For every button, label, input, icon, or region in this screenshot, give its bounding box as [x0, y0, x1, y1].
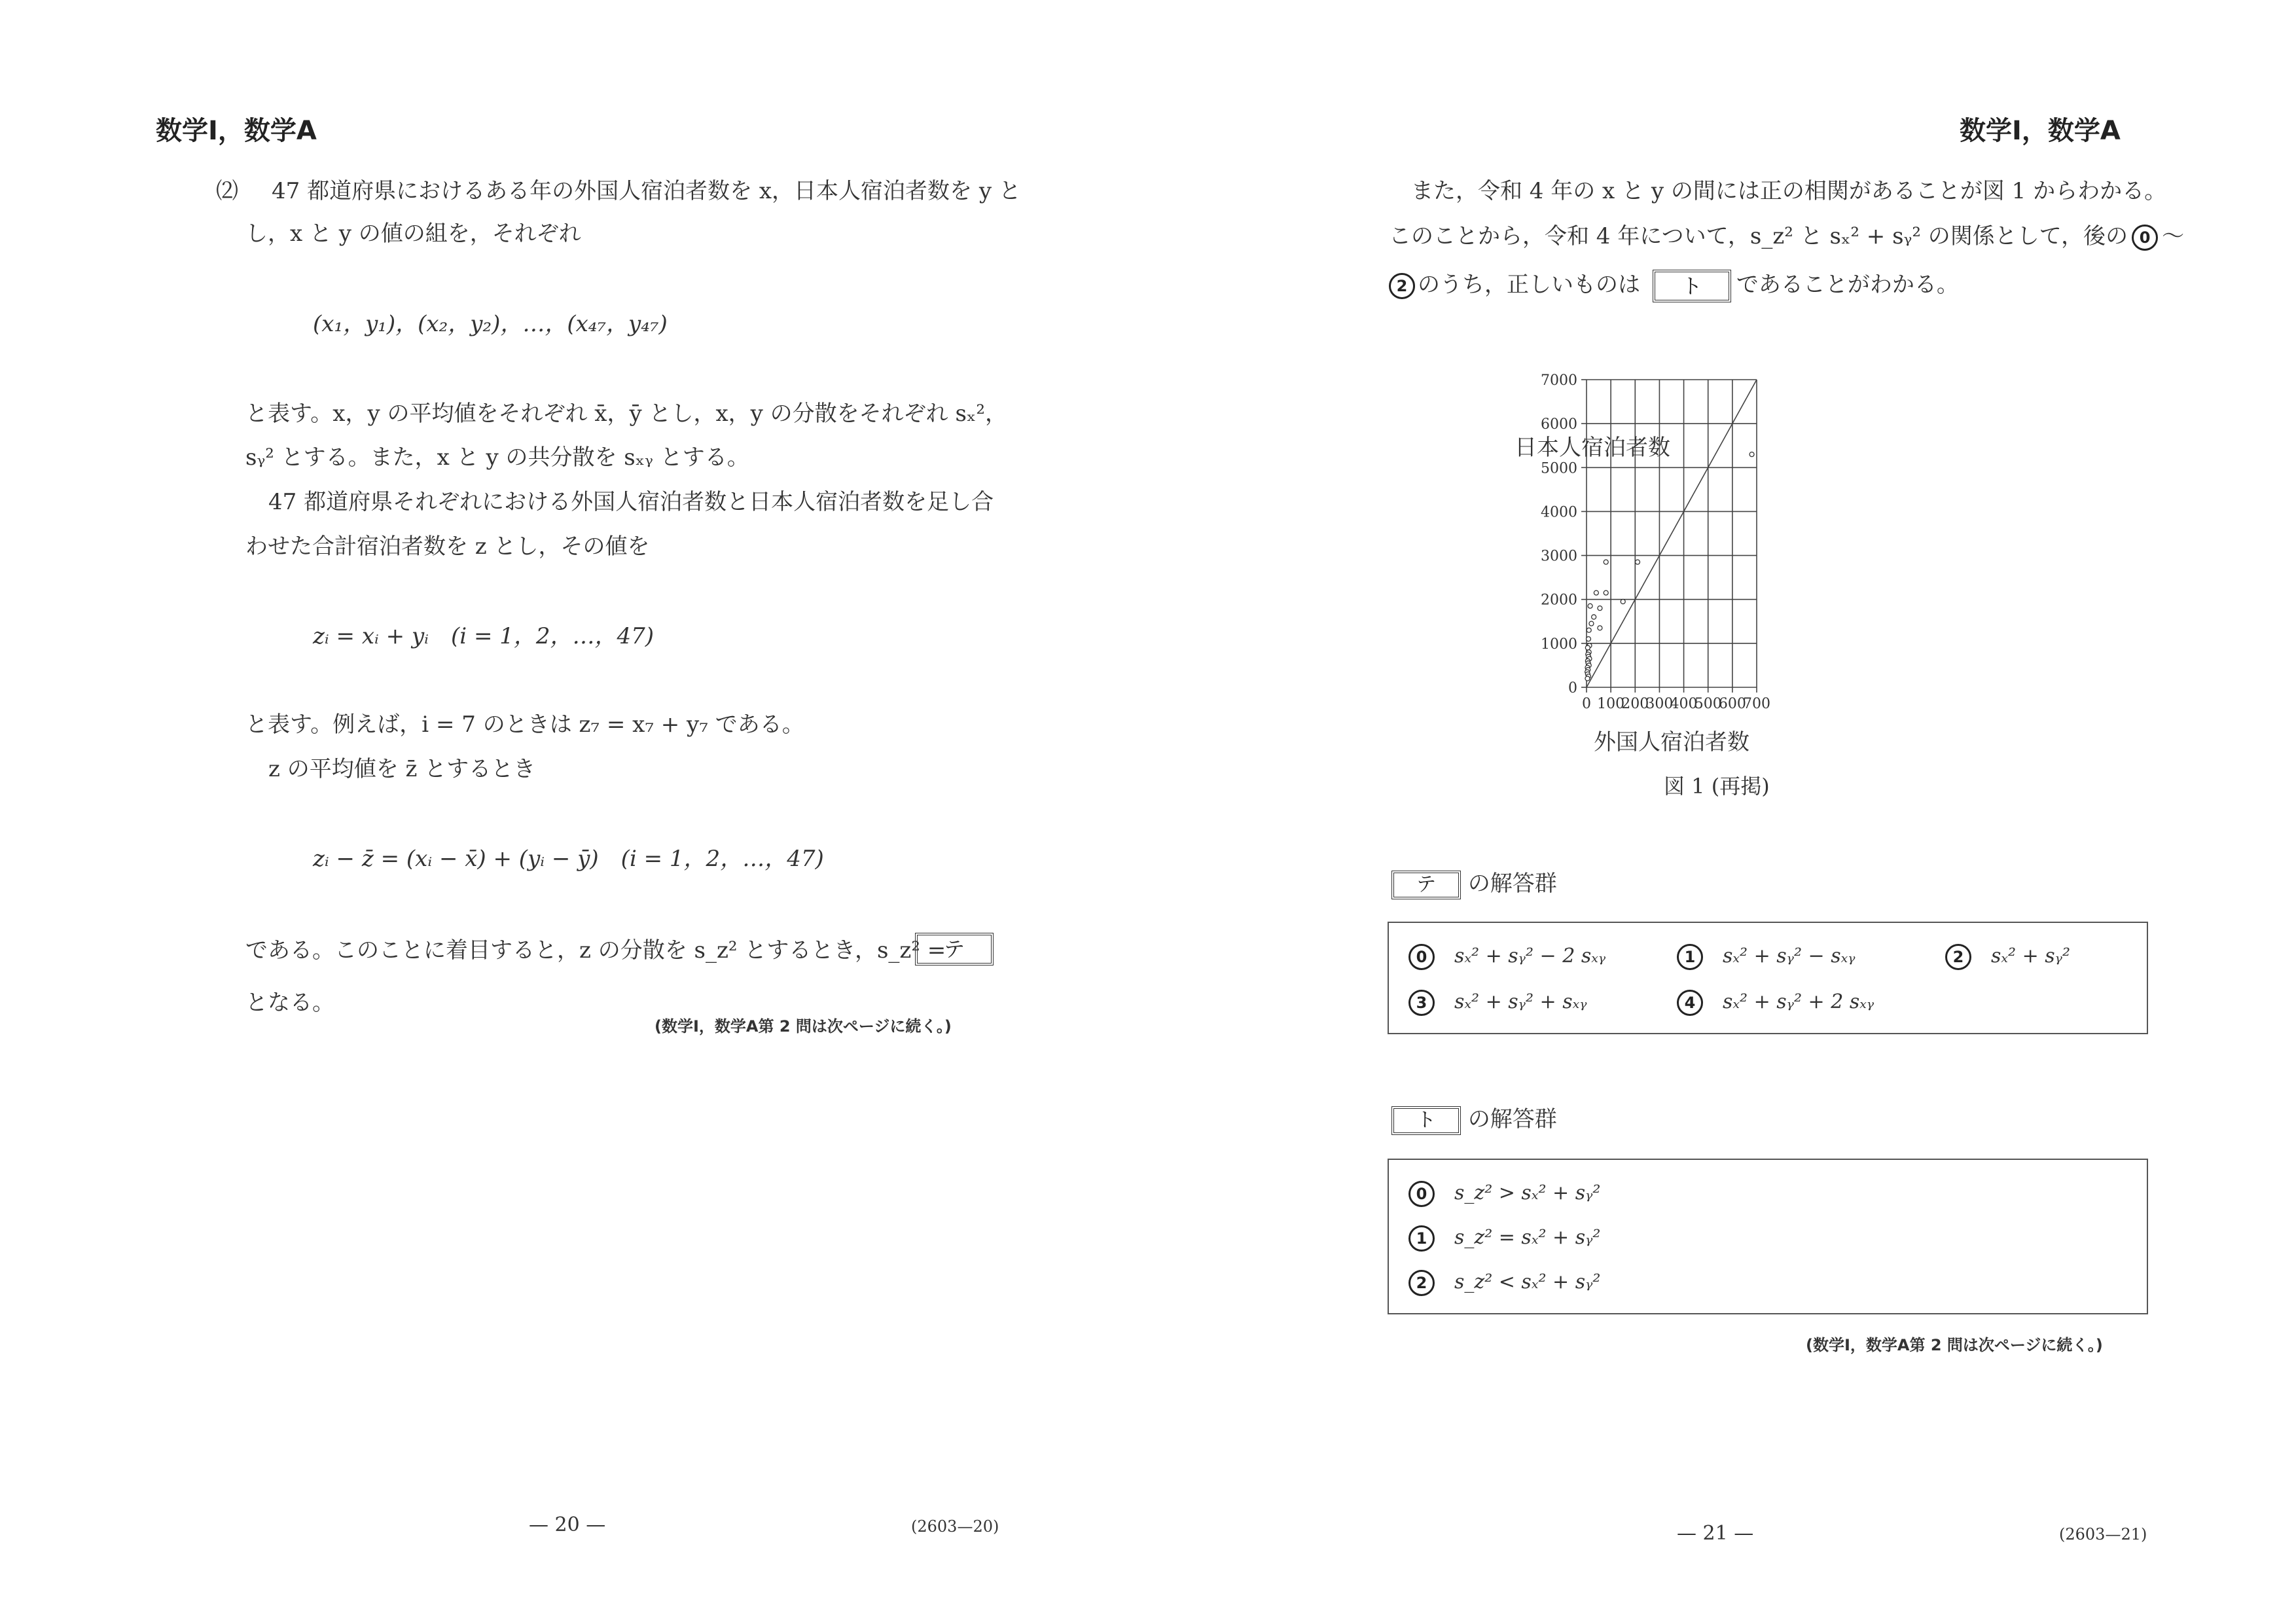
page-code: (2603—20): [911, 1517, 999, 1536]
page-number: — 20 —: [529, 1513, 606, 1536]
y-tick-label: 0: [1568, 680, 1577, 696]
te-option-0-text: sₓ² + sᵧ² − 2 sₓᵧ: [1454, 945, 1606, 967]
x-tick-label: 500: [1694, 696, 1722, 712]
to-option-1-text: s_z² = sₓ² + sᵧ²: [1454, 1226, 1601, 1249]
numeral-1-icon: 1: [1408, 1225, 1435, 1252]
data-point: [1636, 560, 1640, 564]
x-tick-label: 700: [1743, 696, 1770, 712]
data-point: [1604, 560, 1608, 564]
text-line-1: 47 都道府県におけるある年の外国人宿泊者数を x，日本人宿泊者数を y と: [272, 178, 1021, 204]
continue-note: (数学Ⅰ，数学A第 2 問は次ページに続く。): [655, 1017, 952, 1036]
y-tick-label: 1000: [1541, 636, 1577, 653]
text-line-3-body: のうち，正しいものは: [1418, 272, 1640, 298]
numeral-0-icon: 0: [1408, 944, 1435, 970]
text-line-2: [1389, 225, 2184, 251]
continue-note: (数学Ⅰ，数学A第 2 問は次ページに続く。): [1806, 1336, 2103, 1354]
te-option-0[interactable]: [1408, 944, 1605, 970]
text-line-1: また，令和 4 年の x と y の間には正の相関があることが図 1 からわかる。: [1411, 178, 2167, 204]
data-point: [1598, 606, 1602, 611]
x-tick-label: 400: [1670, 696, 1698, 712]
group-to-suffix: の解答群: [1467, 1106, 1557, 1132]
te-option-1[interactable]: [1677, 944, 1856, 970]
group-to-label: ト: [1391, 1106, 1461, 1135]
page-number: — 21 —: [1677, 1522, 1754, 1545]
te-option-2[interactable]: [1945, 944, 2070, 970]
answer-box-to: ト: [1653, 270, 1731, 302]
page-header: 数学Ⅰ，数学A: [156, 116, 317, 146]
text-line-3-end: であることがわかる。: [1736, 272, 1959, 298]
tilde: ～: [2162, 223, 2185, 249]
x-axis-label: 外国人宿泊者数: [1594, 729, 1749, 753]
page-code: (2603—21): [2059, 1525, 2147, 1543]
numeral-2-icon: 2: [1945, 944, 1971, 970]
text-line-2-body: このことから，令和 4 年について，s_z² と sₓ² + sᵧ² の関係として，後の: [1389, 223, 2128, 249]
text-line-9: である。このことに着目すると，z の分散を s_z² とするとき，s_z² =: [245, 937, 946, 964]
data-point: [1586, 637, 1590, 641]
data-point: [1587, 628, 1591, 632]
group-to-heading: [1391, 1101, 1557, 1135]
figure-caption: 図 1 (再掲): [1664, 774, 1770, 799]
data-point: [1594, 590, 1598, 595]
te-option-3-text: sₓ² + sᵧ² + sₓᵧ: [1454, 990, 1587, 1013]
text-line-2: し，x と y の値の組を，それぞれ: [245, 221, 581, 247]
data-point: [1585, 676, 1590, 681]
chart-grid: [1587, 380, 1757, 687]
numeral-3-icon: 3: [1408, 990, 1435, 1016]
text-line-3: と表す。x，y の平均値をそれぞれ x̄，ȳ とし，x，y の分散をそれぞれ sₓ²，: [245, 401, 1007, 427]
x-tick-label: 300: [1645, 696, 1674, 712]
x-tick-label: 100: [1597, 696, 1625, 712]
scatter-chart: [1515, 360, 1789, 753]
y-tick-label: 4000: [1541, 504, 1577, 521]
text-line-6: わせた合計宿泊者数を z とし，その値を: [245, 533, 650, 560]
y-tick-label: 3000: [1541, 548, 1577, 565]
group-te-suffix: の解答群: [1467, 871, 1557, 897]
data-point: [1749, 452, 1754, 457]
text-line-5: 47 都道府県それぞれにおける外国人宿泊者数と日本人宿泊者数を足し合: [268, 489, 994, 515]
formula-pairs: (x₁，y₁)，(x₂，y₂)，…，(x₄₇，y₄₇): [313, 311, 668, 337]
y-tick-label: 5000: [1541, 460, 1577, 477]
data-point: [1588, 604, 1592, 608]
y-tick-label: 2000: [1541, 592, 1577, 609]
text-line-8: z の平均値を z̄ とするとき: [268, 756, 536, 782]
group-te-heading: [1391, 865, 1557, 899]
data-point: [1598, 626, 1602, 630]
formula-z-sum: zᵢ = xᵢ + yᵢ (i = 1，2，…，47): [313, 623, 655, 649]
data-point: [1585, 645, 1590, 650]
te-option-1-text: sₓ² + sᵧ² − sₓᵧ: [1723, 945, 1856, 967]
numeral-0-icon: 0: [1408, 1181, 1435, 1207]
data-point: [1621, 600, 1625, 604]
te-option-3[interactable]: [1408, 990, 1587, 1016]
numeral-2-icon: 2: [1389, 273, 1415, 299]
numeral-0-icon: 0: [2132, 225, 2158, 251]
te-option-4[interactable]: [1677, 990, 1874, 1016]
numeral-1-icon: 1: [1677, 944, 1703, 970]
problem-number: ⑵: [216, 178, 238, 204]
text-line-4: sᵧ² とする。また，x と y の共分散を sₓᵧ とする。: [245, 444, 749, 471]
x-tick-label: 0: [1582, 696, 1591, 712]
formula-deviation: zᵢ − z̄ = (xᵢ − x̄) + (yᵢ − ȳ) (i = 1，2，…，47): [313, 846, 824, 872]
y-tick-label: 6000: [1541, 416, 1577, 433]
numeral-4-icon: 4: [1677, 990, 1703, 1016]
x-tick-label: 600: [1718, 696, 1746, 712]
y-tick-label: 7000: [1541, 372, 1577, 389]
to-option-2-text: s_z² < sₓ² + sᵧ²: [1454, 1271, 1601, 1293]
text-line-10: となる。: [245, 990, 334, 1016]
group-te-box: [1388, 922, 2148, 1034]
right-page: [1148, 0, 2296, 1624]
data-point: [1592, 615, 1596, 619]
group-te-label: テ: [1391, 871, 1461, 899]
to-option-0-text: s_z² > sₓ² + sᵧ²: [1454, 1182, 1601, 1204]
page-header: 数学Ⅰ，数学A: [1960, 116, 2121, 146]
text-line-7: と表す。例えば，i = 7 のときは z₇ = x₇ + y₇ である。: [245, 712, 804, 738]
to-option-1[interactable]: [1408, 1225, 1600, 1252]
te-option-2-text: sₓ² + sᵧ²: [1991, 945, 2070, 967]
answer-box-te-label: テ: [915, 933, 994, 965]
to-option-2[interactable]: [1408, 1270, 1600, 1296]
te-option-4-text: sₓ² + sᵧ² + 2 sₓᵧ: [1723, 990, 1874, 1013]
text-line-3: [1389, 270, 1959, 302]
data-point: [1589, 621, 1594, 626]
numeral-2-icon: 2: [1408, 1270, 1435, 1296]
group-to-box: [1388, 1159, 2148, 1314]
x-tick-label: 200: [1621, 696, 1649, 712]
y-axis-label: 日本人宿泊者数: [1515, 435, 1670, 461]
reference-line: [1587, 380, 1757, 687]
answer-box-te: [915, 933, 994, 965]
data-point: [1604, 590, 1608, 595]
to-option-0[interactable]: [1408, 1181, 1600, 1207]
